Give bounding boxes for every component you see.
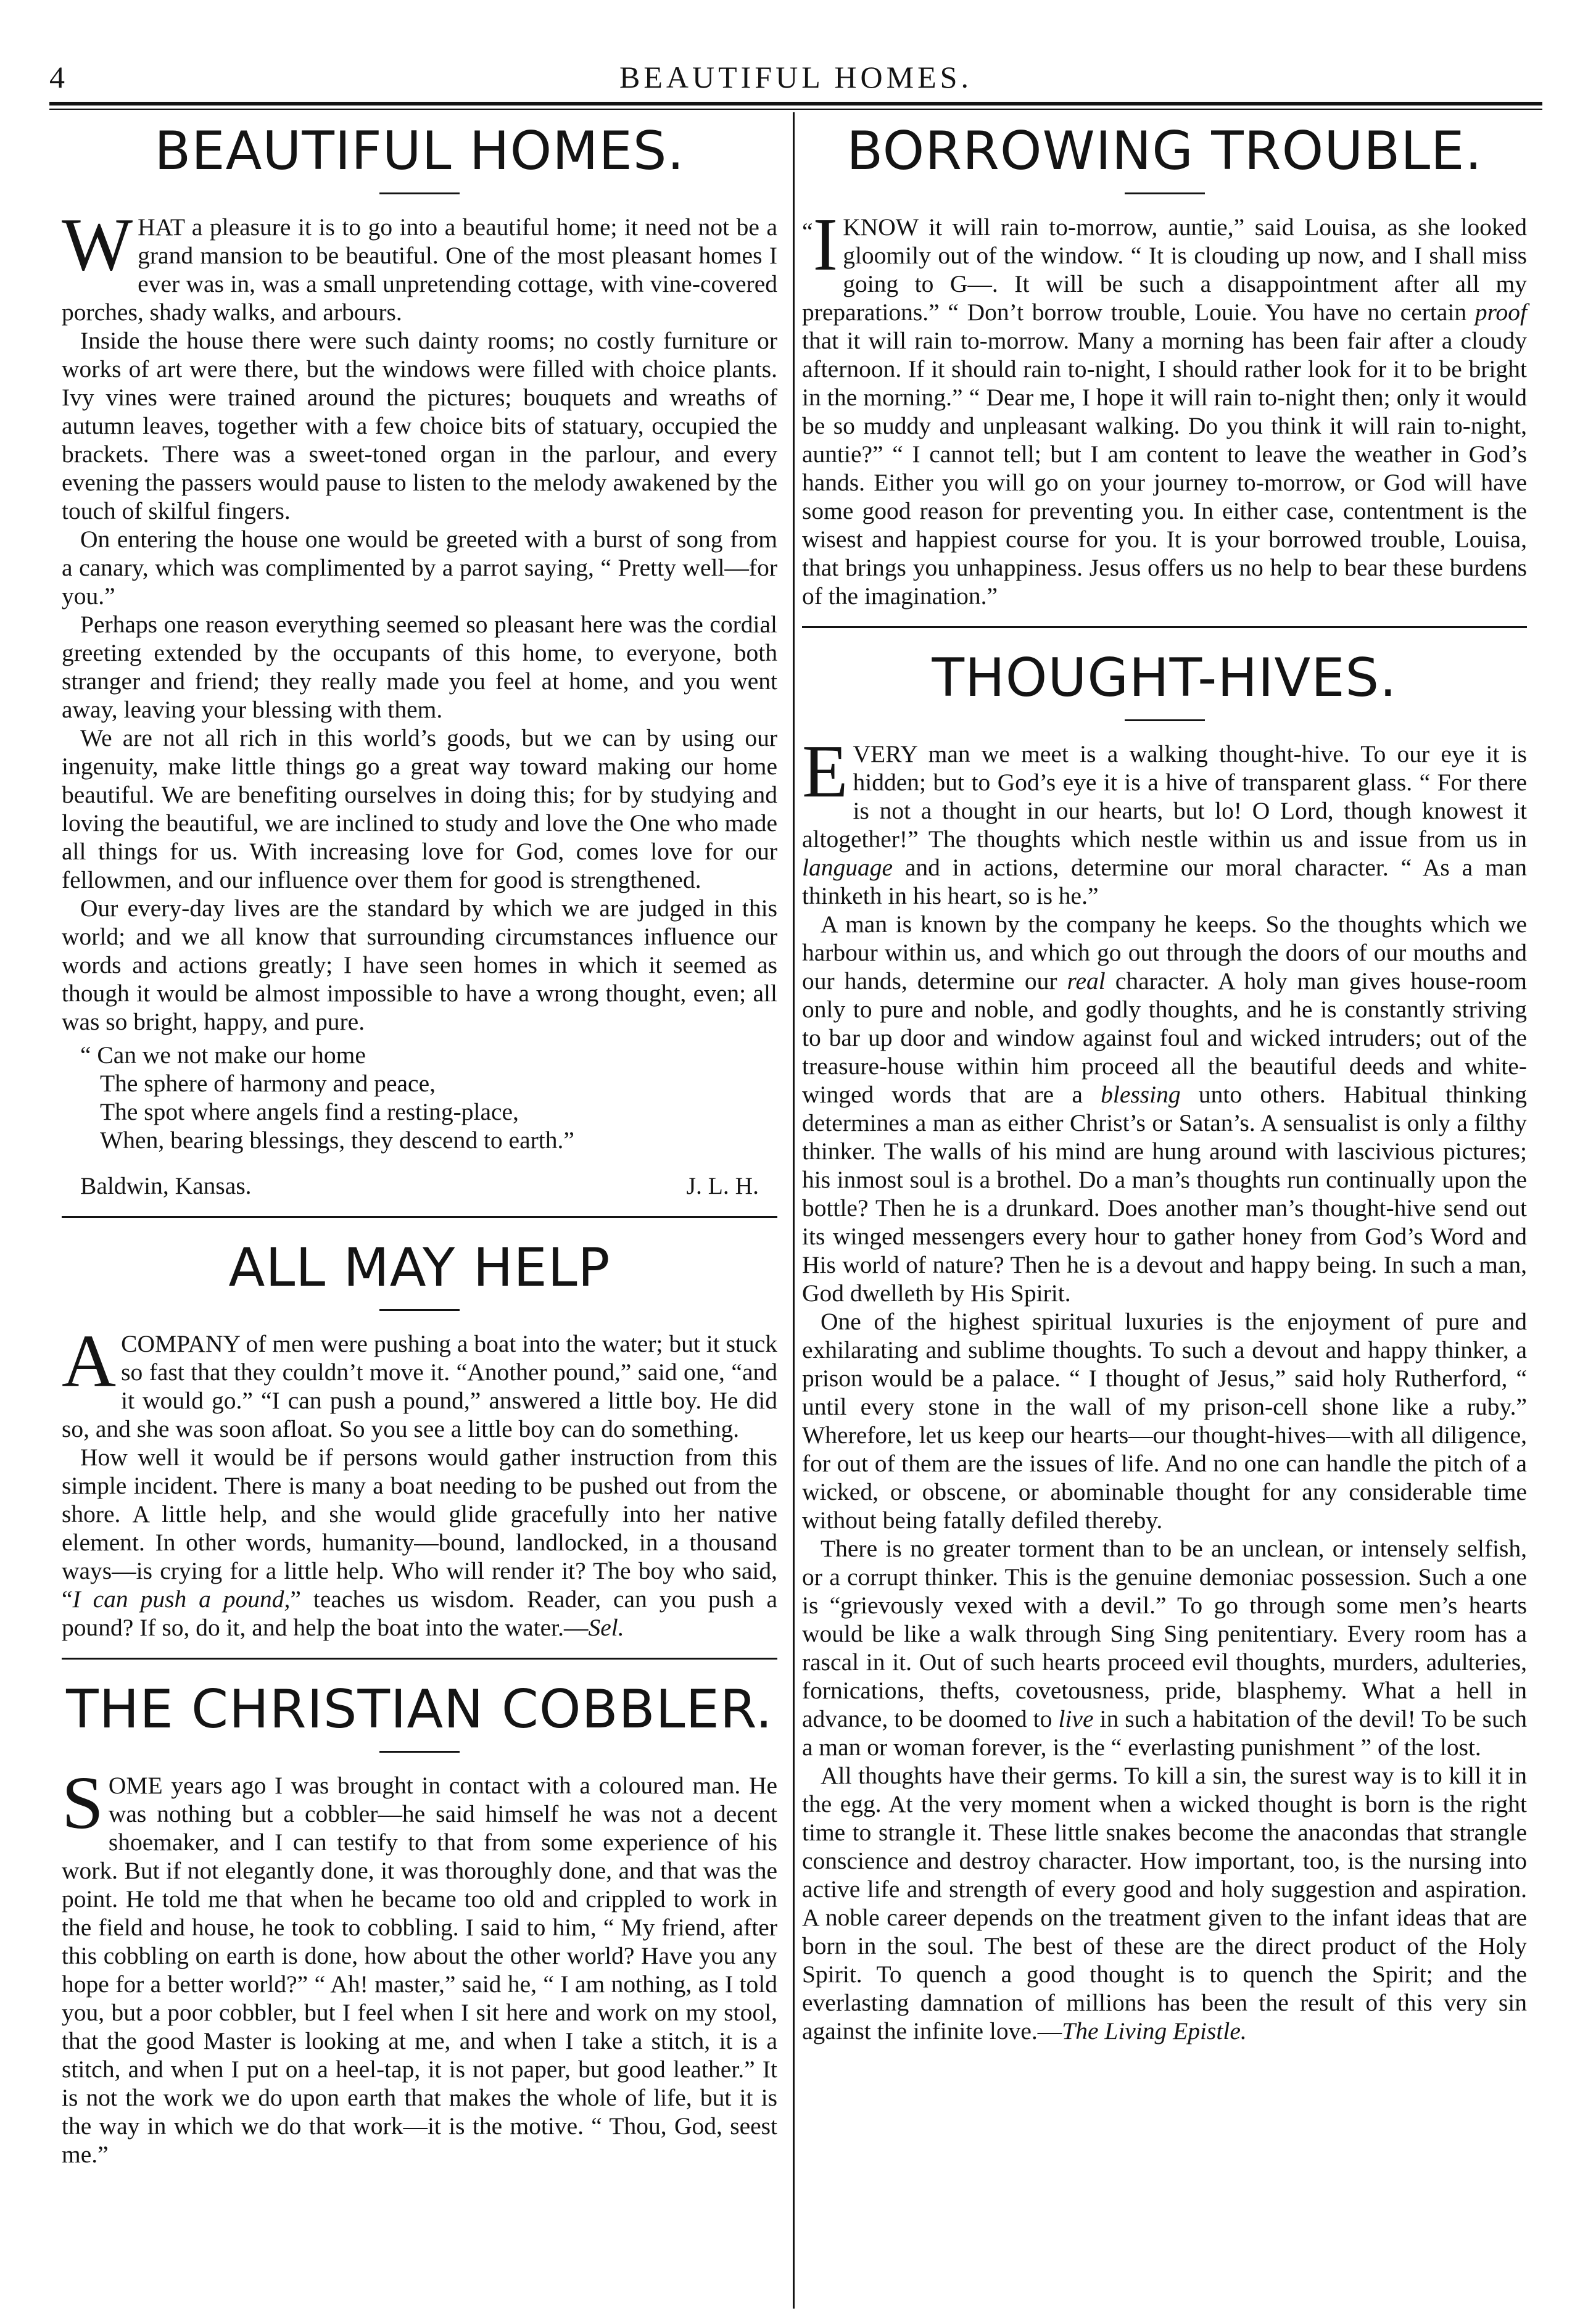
paragraph: Our every-day lives are the standard by which we are judged in this world; and we all know that surrounding circumstances influence our words and actions greatly; I have seen homes in which it seemed as though it would be almost impossible to have a wrong thought, even; all was so bright, happy, and pure.: [62, 895, 777, 1035]
title-rule: [1125, 719, 1205, 721]
article-separator: [62, 1216, 777, 1218]
author-initials: J. L. H.: [686, 1172, 759, 1199]
article-title: BORROWING TROUBLE.: [846, 120, 1483, 182]
header-rule-thin: [49, 109, 1542, 110]
article-body: [802, 203, 1527, 610]
article-beautiful-homes: [62, 117, 777, 1200]
paragraph: “ I KNOW it will rain to-morrow, auntie,” said Louisa, as she looked gloomily out of the window. “ It is clouding up now, and I shall miss going to G—. It will be such a disappointment after all my preparations.” “ Don’t borrow trouble, Louie. You have no certain proof that it will rain to-morrow. Many a morning has been fair after a cloudy afternoon. If it should rain to-night, I should rather look for it to be bright in the morning.” “ Dear me, I hope it will rain to-night then; only it would be so muddy and unpleasant walking. Do you think it will rain to-night, auntie?” “ I cannot tell; but I am content to leave the weather in God’s hands. Either you will go on your journey to-morrow, or God will have some good reason for preventing you. In either case, contentment is the wisest and happiest course for you. It is your borrowed trouble, Louisa, that brings you unhappiness. Jesus offers us no help to bear these burdens of the imagination.”: [802, 203, 1527, 610]
paragraph: How well it would be if persons would gather instruction from this simple incident. There is many a boat needing to be pushed out from the shore. A little help, and she would glide gracefully into her native element. In other words, humanity—bound, landlocked, in a thousand ways—is crying for a little help. Who will render it? The boy who said, “I can push a pound,” teaches us wisdom. Reader, can you push a pound? If so, do it, and help the boat into the water.—Sel.: [62, 1444, 777, 1641]
poem-line: The spot where angels find a resting-place,: [100, 1098, 519, 1125]
source-credit: Sel.: [588, 1614, 624, 1641]
paragraph: ACOMPANY of men were pushing a boat into the water; but it stuck so fast that they couldn’t move it. “Another pound,” said one, “and it would go.” “I can push a pound,” answered a little boy. He did so, and she was soon afloat. So you see a little boy can do something.: [62, 1320, 777, 1442]
header-rule-thick: [49, 102, 1542, 105]
article-body: [62, 203, 777, 1036]
paragraph: All thoughts have their germs. To kill a sin, the surest way is to kill it in the egg. At the very moment when a wicked thought is born is the right time to strangle it. These little snakes become the anacondas that strangle conscience and destroy character. How important, too, is the nursing into active life and strength of every good and holy suggestion and aspiration. A noble career depends on the treatment given to the infant ideas that are born in the soul. The best of these are the direct product of the Holy Spirit. To quench a good thought is to quench the Spirit; and the everlasting damnation of millions has been the result of this very sin against the infinite love.—The Living Epistle.: [802, 1762, 1527, 2045]
paragraph: EVERY man we meet is a walking thought-hive. To our eye it is hidden; but to God’s eye it is a hive of transparent glass. “ For there is not a thought in our hearts, but lo! O Lord, though knowest it altogether!” The thoughts which nestle within us and issue from us in language and in actions, determine our moral character. “ As a man thinketh in his heart, so is he.”: [802, 730, 1527, 909]
source-credit: The Living Epistle.: [1062, 2017, 1247, 2045]
article-title: BEAUTIFUL HOMES.: [154, 120, 685, 182]
poem-line: “ Can we not make our home: [80, 1041, 366, 1069]
paragraph: On entering the house one would be greeted with a burst of song from a canary, which was complimented by a parrot saying, “ Pretty well—for you.”: [62, 526, 777, 610]
paragraph: We are not all rich in this world’s goods, but we can by using our ingenuity, make little things go a great way toward making our home beautiful. We are benefiting ourselves in doing this; for by studying and loving the beautiful, we are inclined to study and love the One who made all things for us. With increasing love for God, comes love for our fellowmen, and our influence over them for good is strengthened.: [62, 724, 777, 893]
article-thought-hives: [802, 644, 1527, 2045]
title-rule: [379, 1309, 460, 1311]
article-separator: [62, 1658, 777, 1660]
drop-cap: E: [802, 730, 848, 813]
open-quote: “: [802, 218, 813, 245]
article-borrowing-trouble: [802, 117, 1527, 610]
article-all-may-help: [62, 1234, 777, 1642]
left-column: [62, 117, 777, 2169]
running-header: [49, 59, 1542, 96]
title-rule: [379, 192, 460, 194]
drop-cap: A: [62, 1320, 117, 1403]
paragraph: One of the highest spiritual luxuries is the enjoyment of pure and exhilarating and sublime thoughts. To such a devout and happy thinker, a prison would be a palace. “ I thought of Jesus,” said holy Rutherford, “ until every stone in the wall of my prison-cell shone like a ruby.” Wherefore, let us keep our hearts—our thought-hives—with all diligence, for out of them are the issues of life. And no one can handle the pitch of a wicked, or obscene, or abominable thought for any considerable time without being fatally defiled thereby.: [802, 1308, 1527, 1534]
drop-cap: I: [813, 203, 838, 286]
title-rule: [1125, 192, 1205, 194]
right-column: [802, 117, 1527, 2045]
title-rule: [379, 1751, 460, 1753]
paragraph: SOME years ago I was brought in contact with a coloured man. He was nothing but a cobbler—he said himself he was not a decent shoemaker, and I can testify to that from some experience of his work. But if not elegantly done, it was thoroughly done, and that was the point. He told me that when he became too old and crippled to work in the field and house, he took to cobbling. I said to him, “ My friend, after this cobbling on earth is done, how about the other world? Have you any hope for a better world?” “ Ah! master,” said he, “ I am nothing, as I told you, but a poor cobbler, but I feel when I sit here and work on my stool, that the good Master is looking at me, and when I take a stitch, it is a stitch, and when I put on a heel-tap, it is not paper, but good leather.” It is not the work we do upon earth that makes the whole of life, but it is the way in which we do that work—it is the motive. “ Thou, God, seest me.”: [62, 1761, 777, 2168]
article-body: [802, 730, 1527, 2045]
drop-cap: W: [62, 203, 133, 286]
article-title: THE CHRISTIAN COBBLER.: [66, 1679, 773, 1740]
place-name: Baldwin, Kansas.: [80, 1172, 252, 1199]
page-number: 4: [49, 60, 65, 94]
paragraph: A man is known by the company he keeps. So the thoughts which we harbour within us, and which go out through the doors of our mouths and our hands, determine our real character. A holy man gives house-room only to pure and noble, and godly thoughts, and he is constantly striving to bar up door and window against foul and wicked intruders; out of the treasure-house within him proceed all the beautiful deeds and white-winged words that are a blessing unto others. Habitual thinking determines a man as either Christ’s or Satan’s. A sensualist is only a filthy thinker. The walls of his mind are hung around with lascivious pictures; his inmost soul is a brothel. Do a man’s thoughts run continually upon the bottle? Then he is a drunkard. Does another man’s thought-hive send out its winged messengers every hour to gather honey from God’s Word and His world of nature? Then he is a devout and happy being. In such a man, God dwelleth by His Spirit.: [802, 911, 1527, 1307]
article-title: ALL MAY HELP: [228, 1237, 611, 1299]
poem-line: The sphere of harmony and peace,: [100, 1070, 436, 1097]
column-divider: [793, 112, 795, 2309]
running-title: BEAUTIFUL HOMES.: [619, 60, 972, 94]
paragraph: Perhaps one reason everything seemed so pleasant here was the cordial greeting extended by the occupants of this home, to everyone, both stranger and friend; they really made you feel at home, and you went away, leaving your blessing with them.: [62, 611, 777, 723]
paragraph: Inside the house there were such dainty rooms; no costly furniture or works of art were there, but the windows were filled with choice plants. Ivy vines were trained around the pictures; bouquets and wreaths of autumn leaves, together with a few choice bits of statuary, occupied the brackets. There was a sweet-toned organ in the parlour, and every evening the passers would pause to listen to the melody awakened by the touch of skilful fingers.: [62, 327, 777, 524]
article-title: THOUGHT-HIVES.: [932, 647, 1397, 709]
poem-line: When, bearing blessings, they descend to earth.”: [100, 1127, 574, 1154]
poem-quote: [62, 1041, 777, 1154]
paragraph: WHAT a pleasure it is to go into a beautiful home; it need not be a grand mansion to be beautiful. One of the most pleasant homes I ever was in, was a small unpretending cottage, with vine-covered porches, shady walks, and arbours.: [62, 203, 777, 326]
paragraph: There is no greater torment than to be an unclean, or intensely selfish, or a corrupt thinker. This is the genuine demoniac possession. Such a one is “grievously vexed with a devil.” To go through some men’s hearts would be like a walk through Sing Sing penitentiary. Every room has a rascal in it. Out of such hearts proceed evil thoughts, murders, adulteries, fornications, thefts, covetousness, pride, blasphemy. What a hell in advance, to be doomed to live in such a habitation of the devil! To be such a man or woman forever, is the “ everlasting punishment ” of the lost.: [802, 1535, 1527, 1761]
signature-line: [80, 1172, 759, 1200]
drop-cap: S: [62, 1761, 104, 1845]
article-body: [62, 1761, 777, 2169]
article-body: [62, 1320, 777, 1642]
article-christian-cobbler: [62, 1676, 777, 2169]
article-separator: [802, 626, 1527, 628]
